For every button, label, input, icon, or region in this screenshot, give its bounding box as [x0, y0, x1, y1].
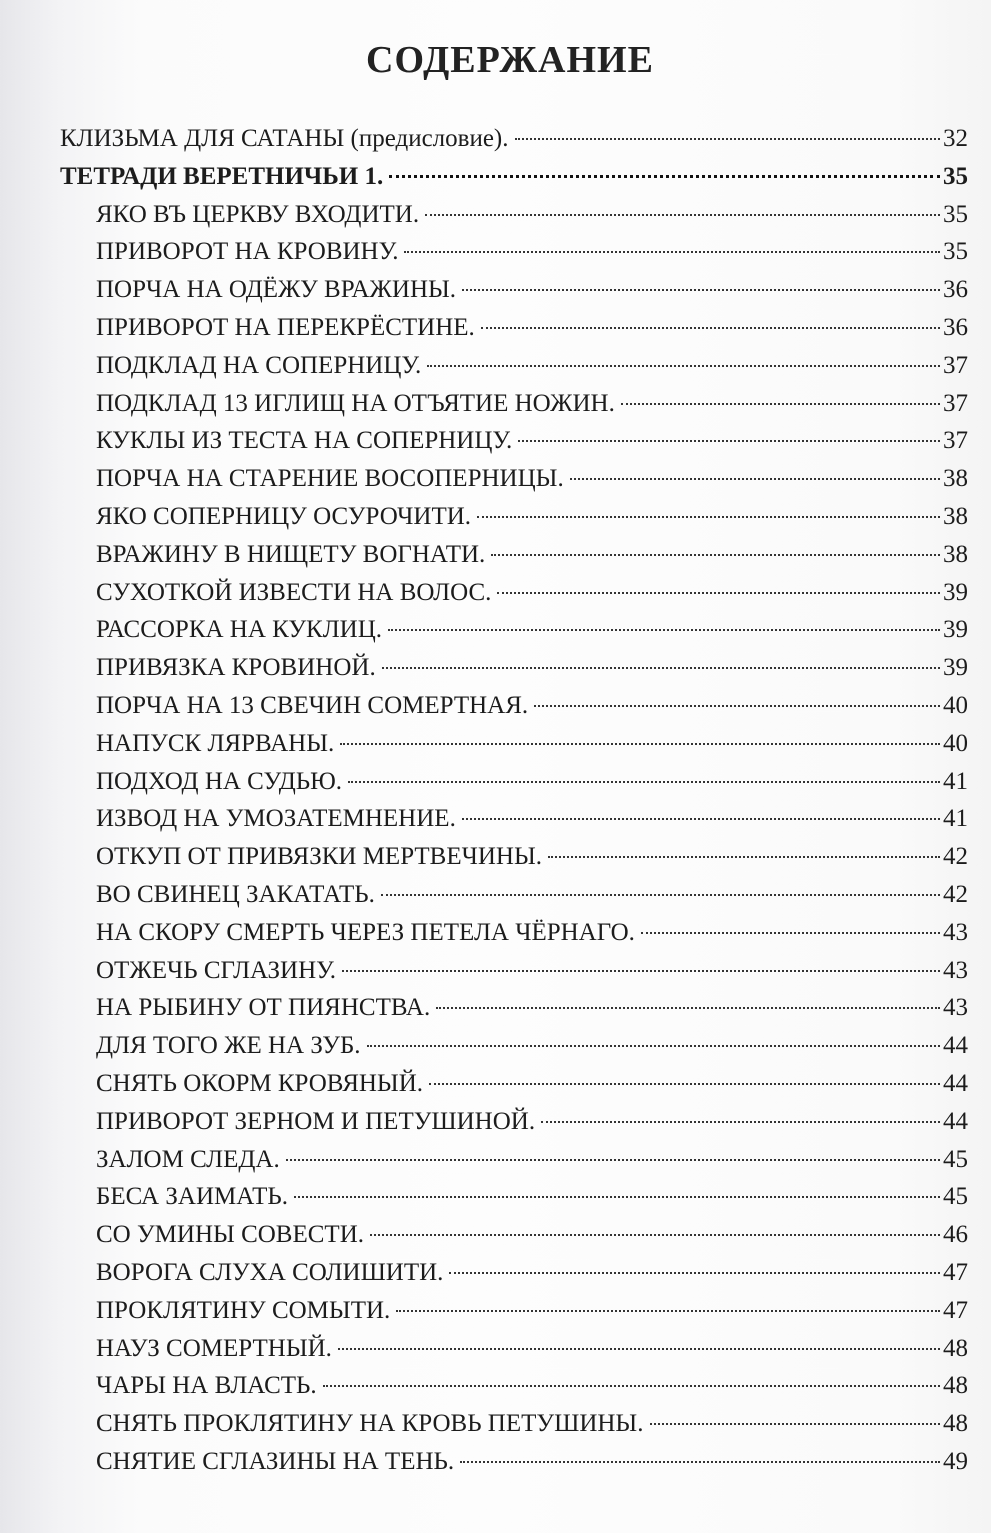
toc-entry — [60, 1443, 968, 1481]
toc-entry-title: ВОРОГА СЛУХА СОЛИШИТИ. — [96, 1258, 444, 1286]
toc-entry — [60, 989, 968, 1027]
toc-entry — [60, 876, 968, 914]
toc-entry-title: НАУЗ СОМЕРТНЫЙ. — [96, 1334, 332, 1362]
toc-page-number: 44 — [943, 1032, 968, 1060]
toc-entry-title: ВО СВИНЕЦ ЗАКАТАТЬ. — [96, 880, 375, 908]
dot-leader — [342, 970, 940, 972]
toc-page-number: 45 — [943, 1145, 968, 1173]
toc-entry-title: СУХОТКОЙ ИЗВЕСТИ НА ВОЛОС. — [96, 578, 492, 606]
toc-entry — [60, 611, 968, 649]
toc-entry — [60, 687, 968, 725]
toc-entry — [60, 1027, 968, 1065]
dot-leader — [425, 214, 940, 216]
dot-leader — [370, 1234, 940, 1236]
toc-entry-title: ПРИВОРОТ НА КРОВИНУ. — [96, 238, 399, 266]
dot-leader — [518, 440, 940, 442]
dot-leader — [481, 327, 940, 329]
toc-entry — [60, 1141, 968, 1179]
toc-entry — [60, 460, 968, 498]
toc-section — [60, 158, 968, 196]
dot-leader — [340, 743, 940, 745]
toc-page-number: 44 — [943, 1107, 968, 1135]
toc-entry-title: ПОРЧА НА ОДЁЖУ ВРАЖИНЫ. — [96, 276, 457, 304]
dot-leader — [641, 932, 940, 934]
toc-page-number: 49 — [943, 1447, 968, 1475]
dot-leader — [534, 705, 940, 707]
toc-entry-title: ЯКО ВЪ ЦЕРКВУ ВХОДИТИ. — [96, 200, 420, 228]
toc-entry-title: КЛИЗЬМА ДЛЯ САТАНЫ (предисловие). — [60, 125, 509, 152]
toc-entry-title: ЯКО СОПЕРНИЦУ ОСУРОЧИТИ. — [96, 502, 472, 530]
toc-entry-title: ПРИВОРОТ НА ПЕРЕКРЁСТИНЕ. — [96, 313, 475, 341]
toc-entry-title: ЗАЛОМ СЛЕДА. — [96, 1145, 280, 1173]
toc-page-number: 38 — [943, 540, 968, 568]
toc-entry — [60, 1367, 968, 1405]
dot-leader — [621, 403, 940, 405]
dot-leader — [570, 478, 940, 480]
toc-page-number: 39 — [943, 616, 968, 644]
toc-entry — [60, 1216, 968, 1254]
dot-leader — [429, 1083, 940, 1085]
toc-entry-title: ПОДХОД НА СУДЬЮ. — [96, 767, 343, 795]
dot-leader — [323, 1385, 940, 1387]
dot-leader — [477, 516, 940, 518]
toc-entry — [60, 309, 968, 347]
toc-entry-title: ЧАРЫ НА ВЛАСТЬ. — [96, 1372, 317, 1400]
toc-entry — [60, 347, 968, 385]
toc-page-number: 35 — [943, 200, 968, 228]
dot-leader — [286, 1159, 940, 1161]
toc-page-number: 36 — [943, 276, 968, 304]
toc-page-number: 45 — [943, 1183, 968, 1211]
toc-page-number: 42 — [943, 880, 968, 908]
toc-page-number: 43 — [943, 918, 968, 946]
toc-page-number: 35 — [943, 162, 968, 190]
toc-page-number: 37 — [943, 427, 968, 455]
dot-leader — [294, 1196, 940, 1198]
dot-leader — [338, 1348, 940, 1350]
toc-page-number: 44 — [943, 1069, 968, 1097]
toc-page-number: 37 — [943, 389, 968, 417]
dot-leader — [381, 894, 940, 896]
toc-entry-title: СО УМИНЫ СОВЕСТИ. — [96, 1221, 364, 1249]
dot-leader — [396, 1310, 940, 1312]
dot-leader — [548, 856, 940, 858]
toc-entry — [60, 422, 968, 460]
toc-entry-title: ВРАЖИНУ В НИЩЕТУ ВОГНАТИ. — [96, 540, 486, 568]
toc-page-number: 46 — [943, 1221, 968, 1249]
dot-leader — [541, 1121, 940, 1123]
toc-entry — [60, 1292, 968, 1330]
toc-entry-title: СНЯТИЕ СГЛАЗИНЫ НА ТЕНЬ. — [96, 1447, 455, 1475]
toc-entry-title: НА СКОРУ СМЕРТЬ ЧЕРЕЗ ПЕТЕЛА ЧЁРНАГО. — [96, 918, 635, 946]
toc-page-number: 35 — [943, 238, 968, 266]
toc-page-number: 47 — [943, 1258, 968, 1286]
dot-leader — [389, 175, 940, 178]
toc-entry — [60, 385, 968, 423]
toc-entry — [60, 196, 968, 234]
toc-page-number: 48 — [943, 1334, 968, 1362]
toc-entry-title: НАПУСК ЛЯРВАНЫ. — [96, 729, 335, 757]
toc-entry-title: ДЛЯ ТОГО ЖЕ НА ЗУБ. — [96, 1032, 361, 1060]
toc-entry-title: ОТКУП ОТ ПРИВЯЗКИ МЕРТВЕЧИНЫ. — [96, 843, 543, 871]
toc-entry — [60, 498, 968, 536]
dot-leader — [404, 251, 940, 253]
toc-page-number: 40 — [943, 691, 968, 719]
toc-page-number: 39 — [943, 654, 968, 682]
toc-entry-title: СНЯТЬ ПРОКЛЯТИНУ НА КРОВЬ ПЕТУШИНЫ. — [96, 1410, 644, 1438]
toc-entry-title: СНЯТЬ ОКОРМ КРОВЯНЫЙ. — [96, 1069, 424, 1097]
toc-entry-title: ПОРЧА НА СТАРЕНИЕ ВОСОПЕРНИЦЫ. — [96, 465, 564, 493]
toc-entry — [60, 1405, 968, 1443]
toc-entry-title: БЕСА ЗАИМАТЬ. — [96, 1183, 288, 1211]
toc-entry-title: ПОРЧА НА 13 СВЕЧИН СОМЕРТНАЯ. — [96, 691, 529, 719]
toc-entry-title: ПРИВЯЗКА КРОВИНОЙ. — [96, 654, 376, 682]
dot-leader — [515, 138, 941, 140]
page-title: СОДЕРЖАНИЕ — [366, 39, 654, 81]
dot-leader — [462, 289, 940, 291]
toc-page-number: 39 — [943, 578, 968, 606]
toc-entry — [60, 1178, 968, 1216]
toc-entry — [60, 725, 968, 763]
toc-page-number: 41 — [943, 805, 968, 833]
toc-entry — [60, 649, 968, 687]
toc-page-number: 48 — [943, 1410, 968, 1438]
toc-entry — [60, 271, 968, 309]
toc-entry-title: ИЗВОД НА УМОЗАТЕМНЕНИЕ. — [96, 805, 456, 833]
toc-entry — [60, 1103, 968, 1141]
dot-leader — [367, 1045, 940, 1047]
toc-entry-title: ТЕТРАДИ ВЕРЕТНИЧЬИ 1. — [60, 162, 384, 190]
toc-page-number: 38 — [943, 465, 968, 493]
dot-leader — [382, 667, 940, 669]
toc-entry — [60, 914, 968, 952]
toc-entry — [60, 1330, 968, 1368]
dot-leader — [491, 554, 940, 556]
toc-page-number: 32 — [943, 125, 968, 152]
toc-entry-title: КУКЛЫ ИЗ ТЕСТА НА СОПЕРНИЦУ. — [96, 427, 513, 455]
table-of-contents — [60, 120, 968, 1481]
toc-entry — [60, 233, 968, 271]
toc-section — [60, 120, 968, 158]
toc-entry-title: НА РЫБИНУ ОТ ПИЯНСТВА. — [96, 994, 431, 1022]
toc-entry — [60, 800, 968, 838]
toc-entry — [60, 1065, 968, 1103]
dot-leader — [348, 781, 940, 783]
toc-page-number: 43 — [943, 994, 968, 1022]
toc-page-number: 42 — [943, 843, 968, 871]
toc-entry — [60, 763, 968, 801]
dot-leader — [436, 1007, 940, 1009]
toc-page-number: 48 — [943, 1372, 968, 1400]
toc-page-number: 47 — [943, 1296, 968, 1324]
dot-leader — [650, 1423, 941, 1425]
toc-page-number: 40 — [943, 729, 968, 757]
toc-entry-title: ПОДКЛАД 13 ИГЛИЩ НА ОТЪЯТИЕ НОЖИН. — [96, 389, 615, 417]
dot-leader — [497, 592, 940, 594]
dot-leader — [388, 629, 940, 631]
toc-entry-title: ОТЖЕЧЬ СГЛАЗИНУ. — [96, 956, 336, 984]
toc-entry — [60, 952, 968, 990]
dot-leader — [449, 1272, 940, 1274]
toc-entry-title: РАССОРКА НА КУКЛИЦ. — [96, 616, 383, 644]
toc-page-number: 37 — [943, 351, 968, 379]
toc-entry-title: ПРИВОРОТ ЗЕРНОМ И ПЕТУШИНОЙ. — [96, 1107, 536, 1135]
toc-entry-title: ПРОКЛЯТИНУ СОМЫТИ. — [96, 1296, 391, 1324]
toc-page-number: 38 — [943, 502, 968, 530]
toc-entry — [60, 838, 968, 876]
toc-page-number: 41 — [943, 767, 968, 795]
toc-entry — [60, 574, 968, 612]
toc-page-number: 36 — [943, 313, 968, 341]
toc-entry — [60, 1254, 968, 1292]
toc-entry-title: ПОДКЛАД НА СОПЕРНИЦУ. — [96, 351, 422, 379]
dot-leader — [460, 1461, 940, 1463]
dot-leader — [427, 365, 940, 367]
toc-page-number: 43 — [943, 956, 968, 984]
dot-leader — [462, 818, 940, 820]
toc-entry — [60, 536, 968, 574]
